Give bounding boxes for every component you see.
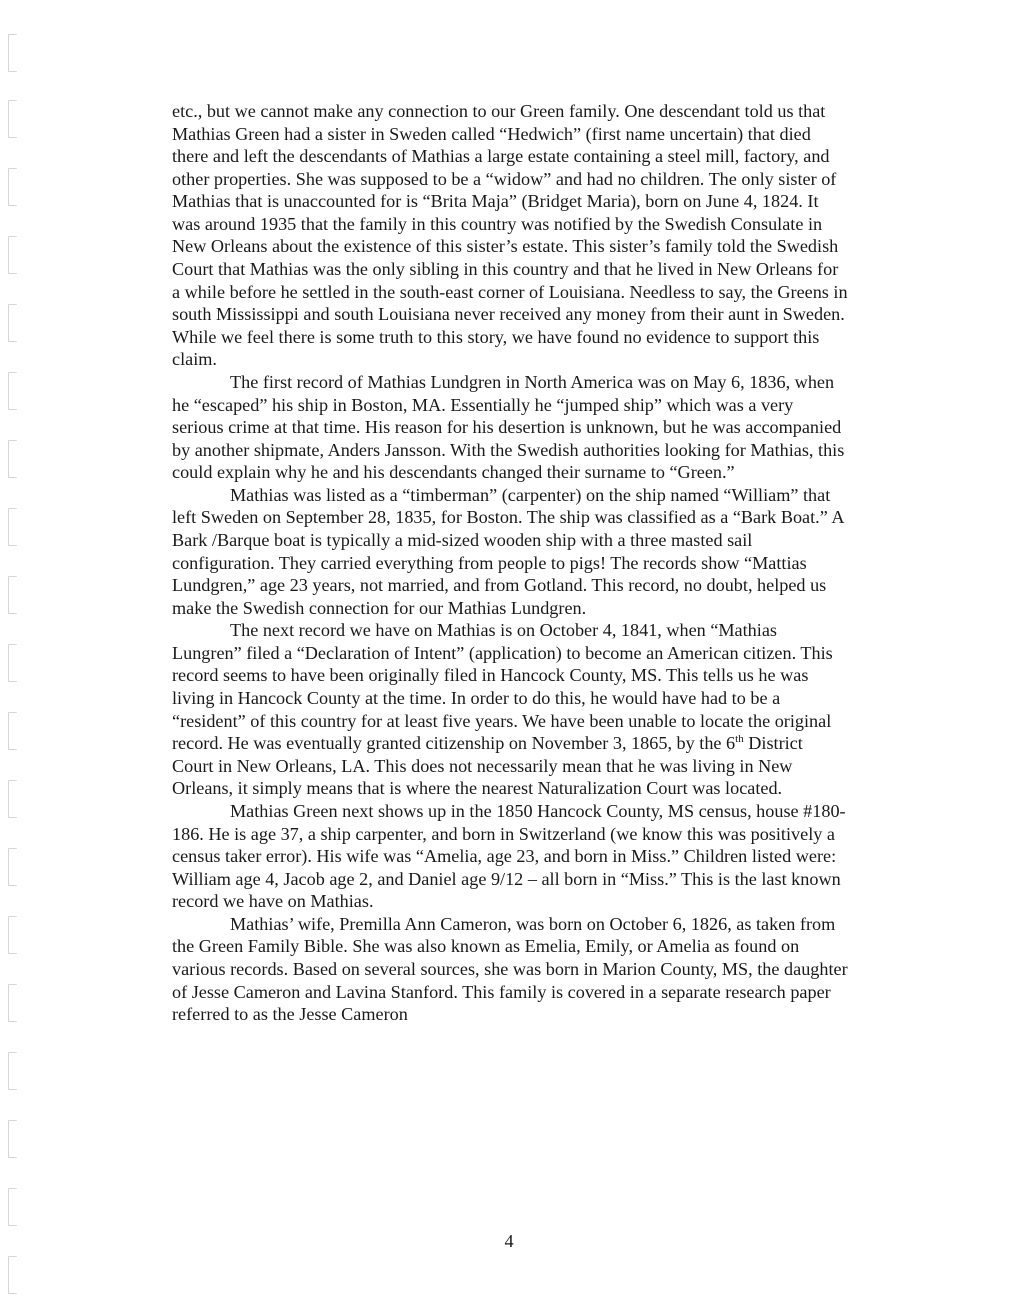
paragraph: The first record of Mathias Lundgren in North America was on May 6, 1836, when he “escaped” his ship in Boston, MA. Essentially he “jumped ship” which was a very serious crime at that time. His reason for his desertion is unknown, but he was accompanied by another shipmate, Anders Jansson. With the Swedish authorities looking for Mathias, this could explain why he and his descendants changed their surname to “Green.” bbox=[172, 371, 845, 483]
binder-mark bbox=[8, 916, 17, 954]
binder-mark bbox=[8, 100, 17, 138]
binder-mark bbox=[8, 372, 17, 410]
paragraph bbox=[172, 619, 848, 800]
binder-mark bbox=[8, 712, 17, 750]
binder-mark bbox=[8, 34, 17, 72]
binder-hole-marks bbox=[6, 0, 20, 1315]
binder-mark bbox=[8, 984, 17, 1022]
binder-mark bbox=[8, 1256, 17, 1294]
binder-mark bbox=[8, 304, 17, 342]
paragraph-text: The next record we have on Mathias is on October 4, 1841, when “Mathias Lungren” filed a “Declaration of Intent” (application) to become an American citizen. This record seems to have been originally filed in Hancock County, MS. This tells us he was living in Hancock County at the time. In order to do this, he would have had to be a “resident” of this country for at least five years. We have been unable to locate the original record. He was eventually granted citizenship on November 3, 1865, by the 6 bbox=[172, 620, 833, 754]
binder-mark bbox=[8, 848, 17, 886]
document-body bbox=[172, 100, 848, 1026]
binder-mark bbox=[8, 1120, 17, 1158]
paragraph-text: District Court in New Orleans, LA. This does not necessarily mean that he was living in New Orleans, it simply means that is where the nearest Naturalization Court was located. bbox=[172, 733, 803, 799]
paragraph: Mathias Green next shows up in the 1850 Hancock County, MS census, house #180-186. He is age 37, a ship carpenter, and born in Switzerland (we know this was positively a census taker error). His wife was “Amelia, age 23, and born in Miss.” Children listed were: William age 4, Jacob age 2, and Daniel age 9/12 – all born in “Miss.” This is the last known record we have on Mathias. bbox=[172, 800, 846, 912]
binder-mark bbox=[8, 168, 17, 206]
paragraph: etc., but we cannot make any connection to our Green family. One descendant told us that Mathias Green had a sister in Sweden called “Hedwich” (first name uncertain) that died there and left the descendants of Mathias a large estate containing a steel mill, factory, and other properties. She was supposed to be a “widow” and had no children. The only sister of Mathias that is unaccounted for is “Brita Maja” (Bridget Maria), born on June 4, 1824. It was around 1935 that the family in this country was notified by the Swedish Consulate in New Orleans about the existence of this sister’s estate. This sister’s family told the Swedish Court that Mathias was the only sibling in this country and that he lived in New Orleans for a while before he settled in the south-east corner of Louisiana. Needless to say, the Greens in south Mississippi and south Louisiana never received any money from their aunt in Sweden. While we feel there is some truth to this story, we have found no evidence to support this claim. bbox=[172, 101, 848, 370]
binder-mark bbox=[8, 236, 17, 274]
binder-mark bbox=[8, 508, 17, 546]
binder-mark bbox=[8, 1052, 17, 1090]
paragraph: Mathias’ wife, Premilla Ann Cameron, was born on October 6, 1826, as taken from the Green Family Bible. She was also known as Emelia, Emily, or Amelia as found on various records. Based on several sources, she was born in Marion County, MS, the daughter of Jesse Cameron and Lavina Stanford. This family is covered in a separate research paper referred to as the Jesse Cameron bbox=[172, 913, 848, 1025]
paragraph: Mathias was listed as a “timberman” (carpenter) on the ship named “William” that left Sweden on September 28, 1835, for Boston. The ship was classified as a “Bark Boat.” A Bark /Barque boat is typically a mid-sized wooden ship with a three masted sail configuration. They carried everything from people to pigs! The records show “Mattias Lundgren,” age 23 years, not married, and from Gotland. This record, no doubt, helped us make the Swedish connection for our Mathias Lundgren. bbox=[172, 484, 844, 618]
binder-mark bbox=[8, 644, 17, 682]
ordinal-superscript: th bbox=[735, 733, 744, 746]
binder-mark bbox=[8, 780, 17, 818]
page-number: 4 bbox=[504, 1231, 514, 1251]
binder-mark bbox=[8, 576, 17, 614]
binder-mark bbox=[8, 1188, 17, 1226]
binder-mark bbox=[8, 440, 17, 478]
